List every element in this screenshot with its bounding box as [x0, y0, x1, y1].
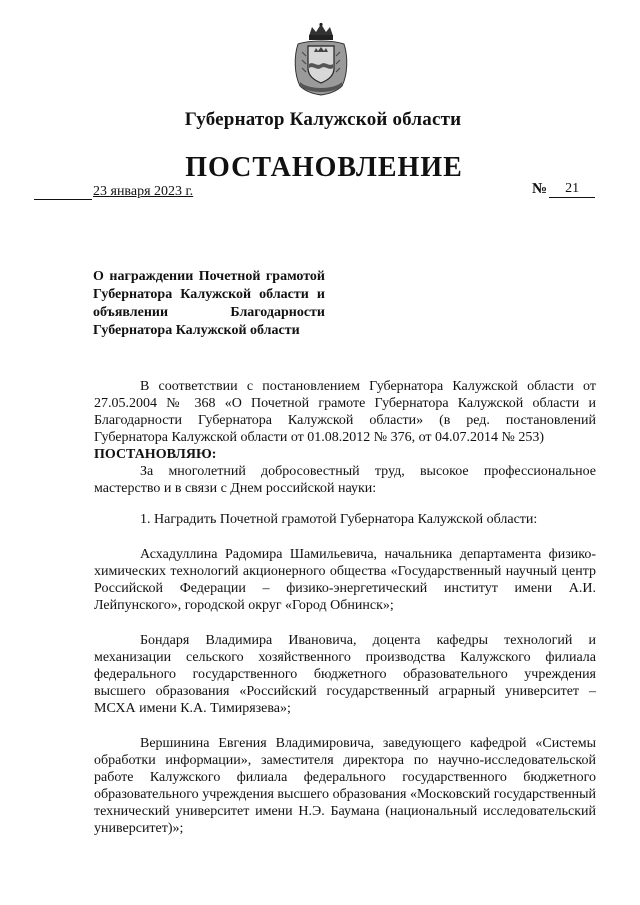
awardee-item: Бондаря Владимира Ивановича, доцента кафедры технологий и механизации сельского хозяйственного производства Калужского филиала федерального государственного бюджетного образовательного учреждения высшего образования «Российский государственный аграрный университет – МСХА имени К.А. Тимирязева»; — [94, 633, 596, 716]
document-date — [34, 184, 193, 200]
decree-word: ПОСТАНОВЛЯЮ: — [94, 447, 217, 462]
date-text: 23 января 2023 г. — [93, 184, 194, 199]
document-subject: О награждении Почетной грамотой Губернатора Калужской области и объявлении Благодарности Губернатора Калужской области — [93, 269, 325, 338]
kaluga-coat-of-arms-icon — [292, 22, 350, 96]
document-type-title — [0, 152, 640, 184]
awardee-item: Асхадуллина Радомира Шамильевича, начальника департамента физико-химических технологий акционерного общества «Государственный научный центр Российской Федерации – физико-энергетический институт имени А.И. Лейпунского», городской округ «Город Обнинск»; — [94, 547, 596, 613]
document-number — [532, 181, 595, 198]
document-body — [94, 378, 596, 837]
number-label: № — [532, 181, 548, 197]
preamble-paragraph: В соответствии с постановлением Губернатора Калужской области от 27.05.2004 № 368 «О Почетной грамоте Губернатора Калужской области и Благодарности Губернатора Калужской области» (в ред. постановлений Губернатора Калужской области от 01.08.2012 № 376, от 04.07.2014 № 253) — [94, 379, 596, 445]
date-underline-rule — [34, 185, 92, 200]
reason-paragraph: За многолетний добросовестный труд, высокое профессиональное мастерство и в связи с Днем российской науки: — [94, 464, 596, 496]
authority-text: Губернатор Калужской области — [184, 109, 462, 130]
clause-1: 1. Наградить Почетной грамотой Губернатора Калужской области: — [140, 512, 538, 527]
number-value: 21 — [549, 181, 595, 198]
awardee-item: Вершинина Евгения Владимировича, заведующего кафедрой «Системы обработки информации», заместителя директора по научно-исследовательской работе Калужского филиала федерального государственного бюджетного образовательного учреждения высшего образования «Московский государственный технический университет имени Н.Э. Баумана (национальный исследовательский университет)»; — [94, 736, 596, 836]
issuing-authority — [0, 109, 640, 131]
doc-type-text: ПОСТАНОВЛЕНИЕ — [185, 152, 463, 183]
